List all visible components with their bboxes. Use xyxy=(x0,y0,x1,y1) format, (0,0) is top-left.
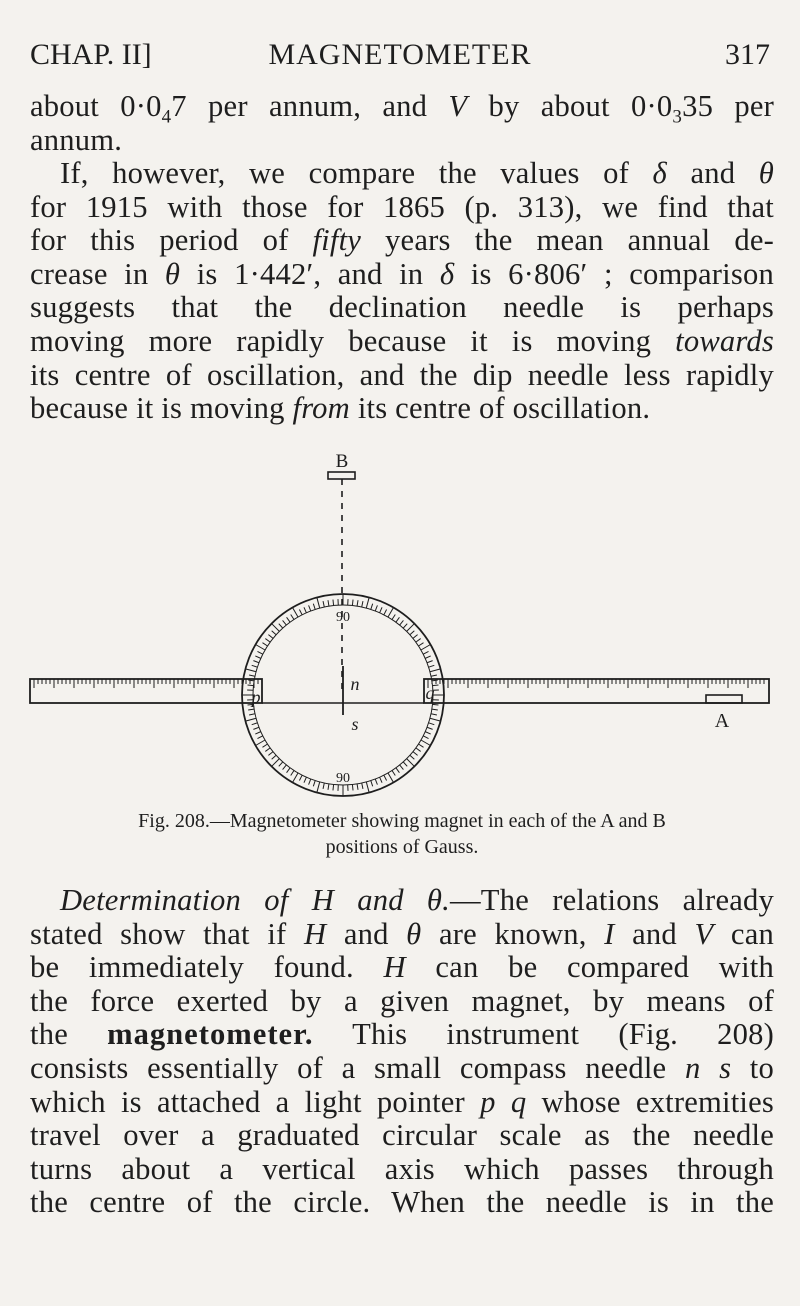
tick-mark xyxy=(253,727,259,729)
tick-mark xyxy=(323,783,324,789)
tick-mark xyxy=(421,740,431,746)
tick-mark xyxy=(429,723,435,725)
label-n: n xyxy=(350,674,360,694)
tick-mark xyxy=(400,765,404,770)
tick-mark xyxy=(257,651,262,654)
tick-mark xyxy=(255,656,260,658)
tick-mark xyxy=(257,736,262,739)
tick-mark xyxy=(371,604,373,610)
text-line: be immediately found. H can be compared with xyxy=(30,950,774,985)
tick-mark xyxy=(256,645,266,651)
paragraph-intro xyxy=(30,90,774,157)
label-a: A xyxy=(714,710,730,732)
tick-mark xyxy=(384,775,387,780)
page-title: MAGNETOMETER xyxy=(268,38,532,71)
tick-mark xyxy=(416,748,421,752)
tick-mark xyxy=(396,768,400,773)
tick-mark xyxy=(407,759,415,767)
tick-mark xyxy=(430,669,441,672)
tick-mark xyxy=(323,601,324,607)
tick-mark xyxy=(366,597,369,608)
text-line: crease in θ is 1·442′, and in δ is 6·806′ ; comparison xyxy=(30,256,774,291)
tick-mark xyxy=(427,727,433,729)
tick-mark xyxy=(248,685,254,686)
tick-mark xyxy=(272,631,276,635)
tick-mark xyxy=(253,661,259,663)
tick-mark xyxy=(429,665,435,667)
tick-mark xyxy=(268,752,273,756)
tick-mark xyxy=(304,777,306,782)
tick-mark xyxy=(357,600,358,606)
tick-mark xyxy=(283,620,287,625)
tick-mark xyxy=(357,784,358,790)
tick-mark xyxy=(366,782,369,793)
tick-mark xyxy=(427,661,433,663)
text-line: annum. xyxy=(30,122,123,157)
tick-mark xyxy=(255,732,260,734)
text-line: suggests that the declination needle is perhaps xyxy=(30,290,774,325)
tick-mark xyxy=(249,714,255,715)
text-line: its centre of oscillation, and the dip needle less rapidly xyxy=(30,357,774,392)
tick-mark xyxy=(248,709,254,710)
tick-mark xyxy=(384,609,387,614)
tick-mark xyxy=(421,645,431,651)
tick-mark xyxy=(279,762,283,766)
page-number: 317 xyxy=(725,38,770,71)
tick-mark xyxy=(313,781,315,787)
text-line: the magnetometer. This instrument (Fig. 208) xyxy=(30,1017,774,1052)
tick-mark xyxy=(333,785,334,791)
tick-mark xyxy=(375,779,377,785)
tick-mark xyxy=(433,704,439,705)
text-line: moving more rapidly because it is moving towards xyxy=(30,323,774,358)
tick-mark xyxy=(309,779,311,785)
paragraph-comparison xyxy=(30,157,774,426)
tick-mark xyxy=(392,614,395,619)
tick-mark xyxy=(272,759,280,767)
tick-mark xyxy=(388,608,394,618)
tick-mark xyxy=(299,775,302,780)
running-header xyxy=(30,38,770,78)
section-heading: Determination of H and θ. xyxy=(60,883,451,917)
text-line: about $0\cdot 0_47$ per annum, and V by about $0\cdot 0_335$ per xyxy=(30,89,774,128)
tick-mark xyxy=(413,752,418,756)
tick-mark xyxy=(333,600,334,606)
tick-mark xyxy=(380,607,382,612)
tick-mark xyxy=(418,643,423,646)
tick-mark xyxy=(268,635,273,639)
tick-mark xyxy=(431,714,437,715)
figure-caption: Fig. 208.—Magnetometer showing magnet in each of the A and B positions of Gauss. xyxy=(138,810,666,858)
text-line: the force exerted by a given magnet, by means of xyxy=(30,983,774,1018)
label-90-top: 90 xyxy=(336,610,350,625)
paragraph-determination xyxy=(30,884,774,1220)
tick-mark xyxy=(262,744,267,747)
scale-ticks-left xyxy=(34,679,258,688)
tick-mark xyxy=(388,773,394,783)
tick-mark xyxy=(293,608,299,618)
scale-ticks-right xyxy=(428,679,764,688)
text-line: Determination of H and θ.—The relations already xyxy=(60,883,774,917)
tick-mark xyxy=(287,768,291,773)
tick-mark xyxy=(371,781,373,787)
tick-mark xyxy=(245,669,256,672)
tick-mark xyxy=(430,718,441,721)
tick-mark xyxy=(248,680,254,681)
tick-mark xyxy=(432,680,438,681)
tick-mark xyxy=(317,597,320,608)
tick-mark xyxy=(425,732,430,734)
text-line: consists essentially of a small compass needle n s to xyxy=(30,1050,775,1085)
text-line: for 1915 with those for 1865 (p. 313), we find that xyxy=(30,189,774,224)
text-line: the centre of the circle. When the needle is in the xyxy=(30,1185,774,1220)
label-b: B xyxy=(335,451,349,472)
tick-mark xyxy=(252,723,258,725)
tick-mark xyxy=(413,635,418,639)
tick-mark xyxy=(262,643,267,646)
tick-mark xyxy=(416,639,421,643)
tick-mark xyxy=(407,624,415,632)
tick-mark xyxy=(432,709,438,710)
tick-mark xyxy=(328,784,329,790)
text-line: because it is moving from its centre of oscillation. xyxy=(30,391,651,426)
tick-mark xyxy=(352,600,353,606)
tick-mark xyxy=(291,614,294,619)
tick-mark xyxy=(249,675,255,676)
tick-mark xyxy=(403,762,407,766)
tick-mark xyxy=(362,601,363,607)
tick-mark xyxy=(431,675,437,676)
tick-mark xyxy=(423,736,428,739)
tick-mark xyxy=(265,639,270,643)
label-90-bottom: 90 xyxy=(336,771,350,786)
tick-mark xyxy=(287,617,291,622)
tick-mark xyxy=(317,782,320,793)
tick-mark xyxy=(396,617,400,622)
tick-mark xyxy=(256,740,266,746)
tick-mark xyxy=(392,770,395,775)
text-line: turns about a vertical axis which passes through xyxy=(30,1151,774,1186)
chapter-label: CHAP. II] xyxy=(30,38,152,71)
tick-mark xyxy=(375,605,377,611)
tick-mark xyxy=(313,604,315,610)
tick-mark xyxy=(265,748,270,752)
text-line: If, however, we compare the values of δ and θ xyxy=(60,156,774,190)
magnet-a xyxy=(706,695,742,703)
tick-mark xyxy=(400,620,404,625)
tick-mark xyxy=(410,755,414,759)
magnetometer-figure xyxy=(0,445,800,800)
label-s: s xyxy=(351,714,359,734)
tick-mark xyxy=(328,600,329,606)
tick-mark xyxy=(380,777,382,782)
tick-mark xyxy=(252,665,258,667)
tick-mark xyxy=(304,607,306,612)
magnet-b xyxy=(328,472,355,479)
text-line: travel over a graduated circular scale as the needle xyxy=(30,1118,774,1153)
text-line: which is attached a light pointer p q whose extremities xyxy=(30,1084,774,1119)
tick-mark xyxy=(245,718,256,721)
tick-mark xyxy=(425,656,430,658)
text-line: stated show that if H and θ are known, I and V can xyxy=(30,916,774,951)
tick-mark xyxy=(272,624,280,632)
tick-mark xyxy=(283,765,287,770)
tick-mark xyxy=(352,785,353,791)
tick-mark xyxy=(293,773,299,783)
label-p: p xyxy=(251,687,261,707)
tick-mark xyxy=(410,631,414,635)
tick-mark xyxy=(291,770,294,775)
tick-mark xyxy=(403,624,407,628)
tick-mark xyxy=(418,744,423,747)
label-q: q xyxy=(425,683,435,703)
tick-mark xyxy=(362,783,363,789)
tick-mark xyxy=(299,609,302,614)
text-line: for this period of fifty years the mean annual de- xyxy=(30,223,774,258)
tick-mark xyxy=(279,624,283,628)
tick-mark xyxy=(423,651,428,654)
tick-mark xyxy=(309,605,311,611)
tick-mark xyxy=(272,755,276,759)
